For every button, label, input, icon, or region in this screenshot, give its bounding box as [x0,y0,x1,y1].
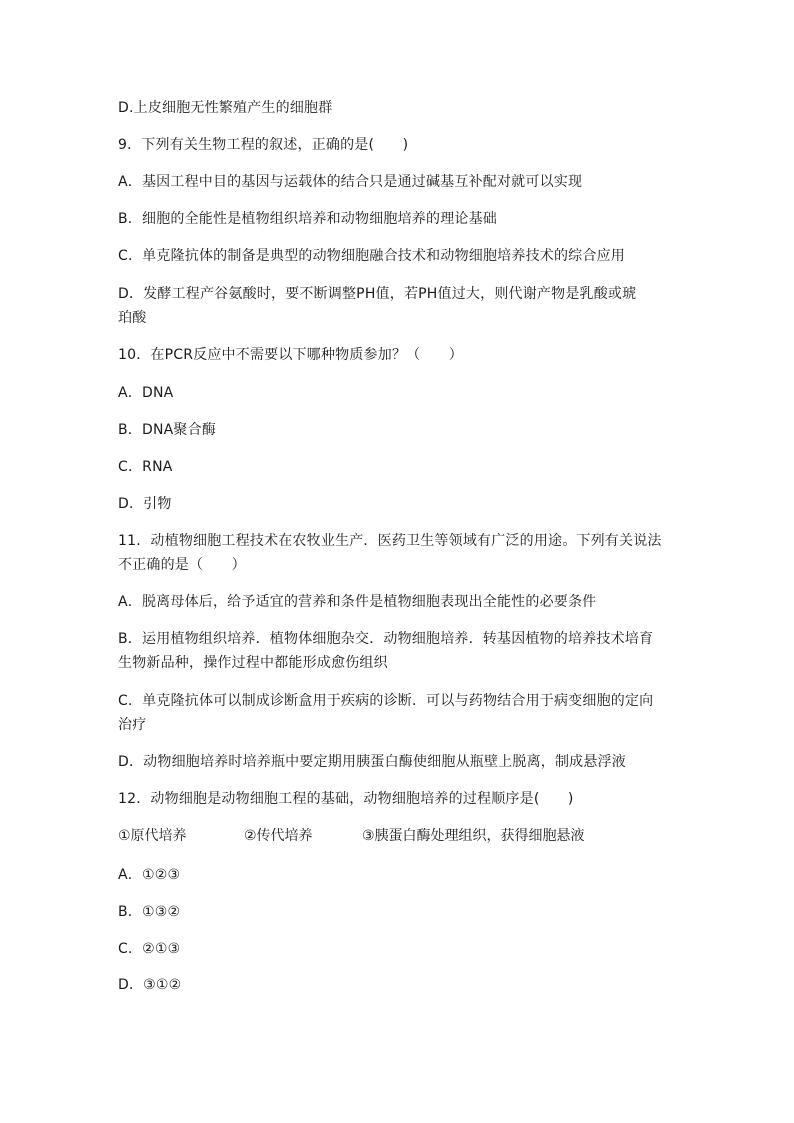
q10-option-b: B．DNA聚合酶 [118,422,217,438]
q11-option-a: A．脱离母体后，给予适宜的营养和条件是植物细胞表现出全能性的必要条件 [118,594,597,610]
q12-option-a: A．①②③ [118,867,181,883]
q11-stem-cont: 不正确的是（ ） [118,557,246,573]
q11-stem: 11．动植物细胞工程技术在农牧业生产．医药卫生等领域有广泛的用途。下列有关说法 [118,533,662,549]
q11-option-d: D．动物细胞培养时培养瓶中要定期用胰蛋白酶使细胞从瓶壁上脱离，制成悬浮液 [118,754,626,770]
q12-step-3: ③胰蛋白酶处理组织，获得细胞悬液 [362,828,585,844]
q12-step-2: ②传代培养 [244,828,313,844]
q9-option-c: C．单克隆抗体的制备是典型的动物细胞融合技术和动物细胞培养技术的综合应用 [118,248,625,264]
q12-stem: 12．动物细胞是动物细胞工程的基础，动物细胞培养的过程顺序是( ) [118,791,574,807]
q11-option-b-cont: 生物新品种，操作过程中都能形成愈伤组织 [118,655,388,671]
q10-stem: 10．在PCR反应中不需要以下哪种物质参加？（ ） [118,347,463,363]
q9-option-d: D．发酵工程产谷氨酸时，要不断调整PH值，若PH值过大，则代谢产物是乳酸或琥 [118,286,637,302]
q9-option-b: B．细胞的全能性是植物组织培养和动物细胞培养的理论基础 [118,211,498,227]
q9-stem: 9．下列有关生物工程的叙述，正确的是( ) [118,137,409,153]
q11-option-b: B．运用植物组织培养．植物体细胞杂交．动物细胞培养．转基因植物的培养技术培育 [118,631,654,647]
q11-option-c-cont: 治疗 [118,717,147,733]
q10-option-a: A．DNA [118,385,174,401]
q10-option-c: C．RNA [118,459,173,475]
q12-option-b: B．①③② [118,904,181,920]
q9-option-a: A．基因工程中目的基因与运载体的结合只是通过碱基互补配对就可以实现 [118,174,583,190]
q12-option-c: C．②①③ [118,941,181,957]
q9-option-d-cont: 珀酸 [118,310,147,326]
q12-steps [118,827,585,845]
q8-option-d: D.上皮细胞无性繁殖产生的细胞群 [118,100,333,116]
q12-step-1: ①原代培养 [118,828,187,844]
q10-option-d: D．引物 [118,496,172,512]
q11-option-c: C．单克隆抗体可以制成诊断盒用于疾病的诊断．可以与药物结合用于病变细胞的定向 [118,693,654,709]
q12-option-d: D．③①② [118,977,182,993]
